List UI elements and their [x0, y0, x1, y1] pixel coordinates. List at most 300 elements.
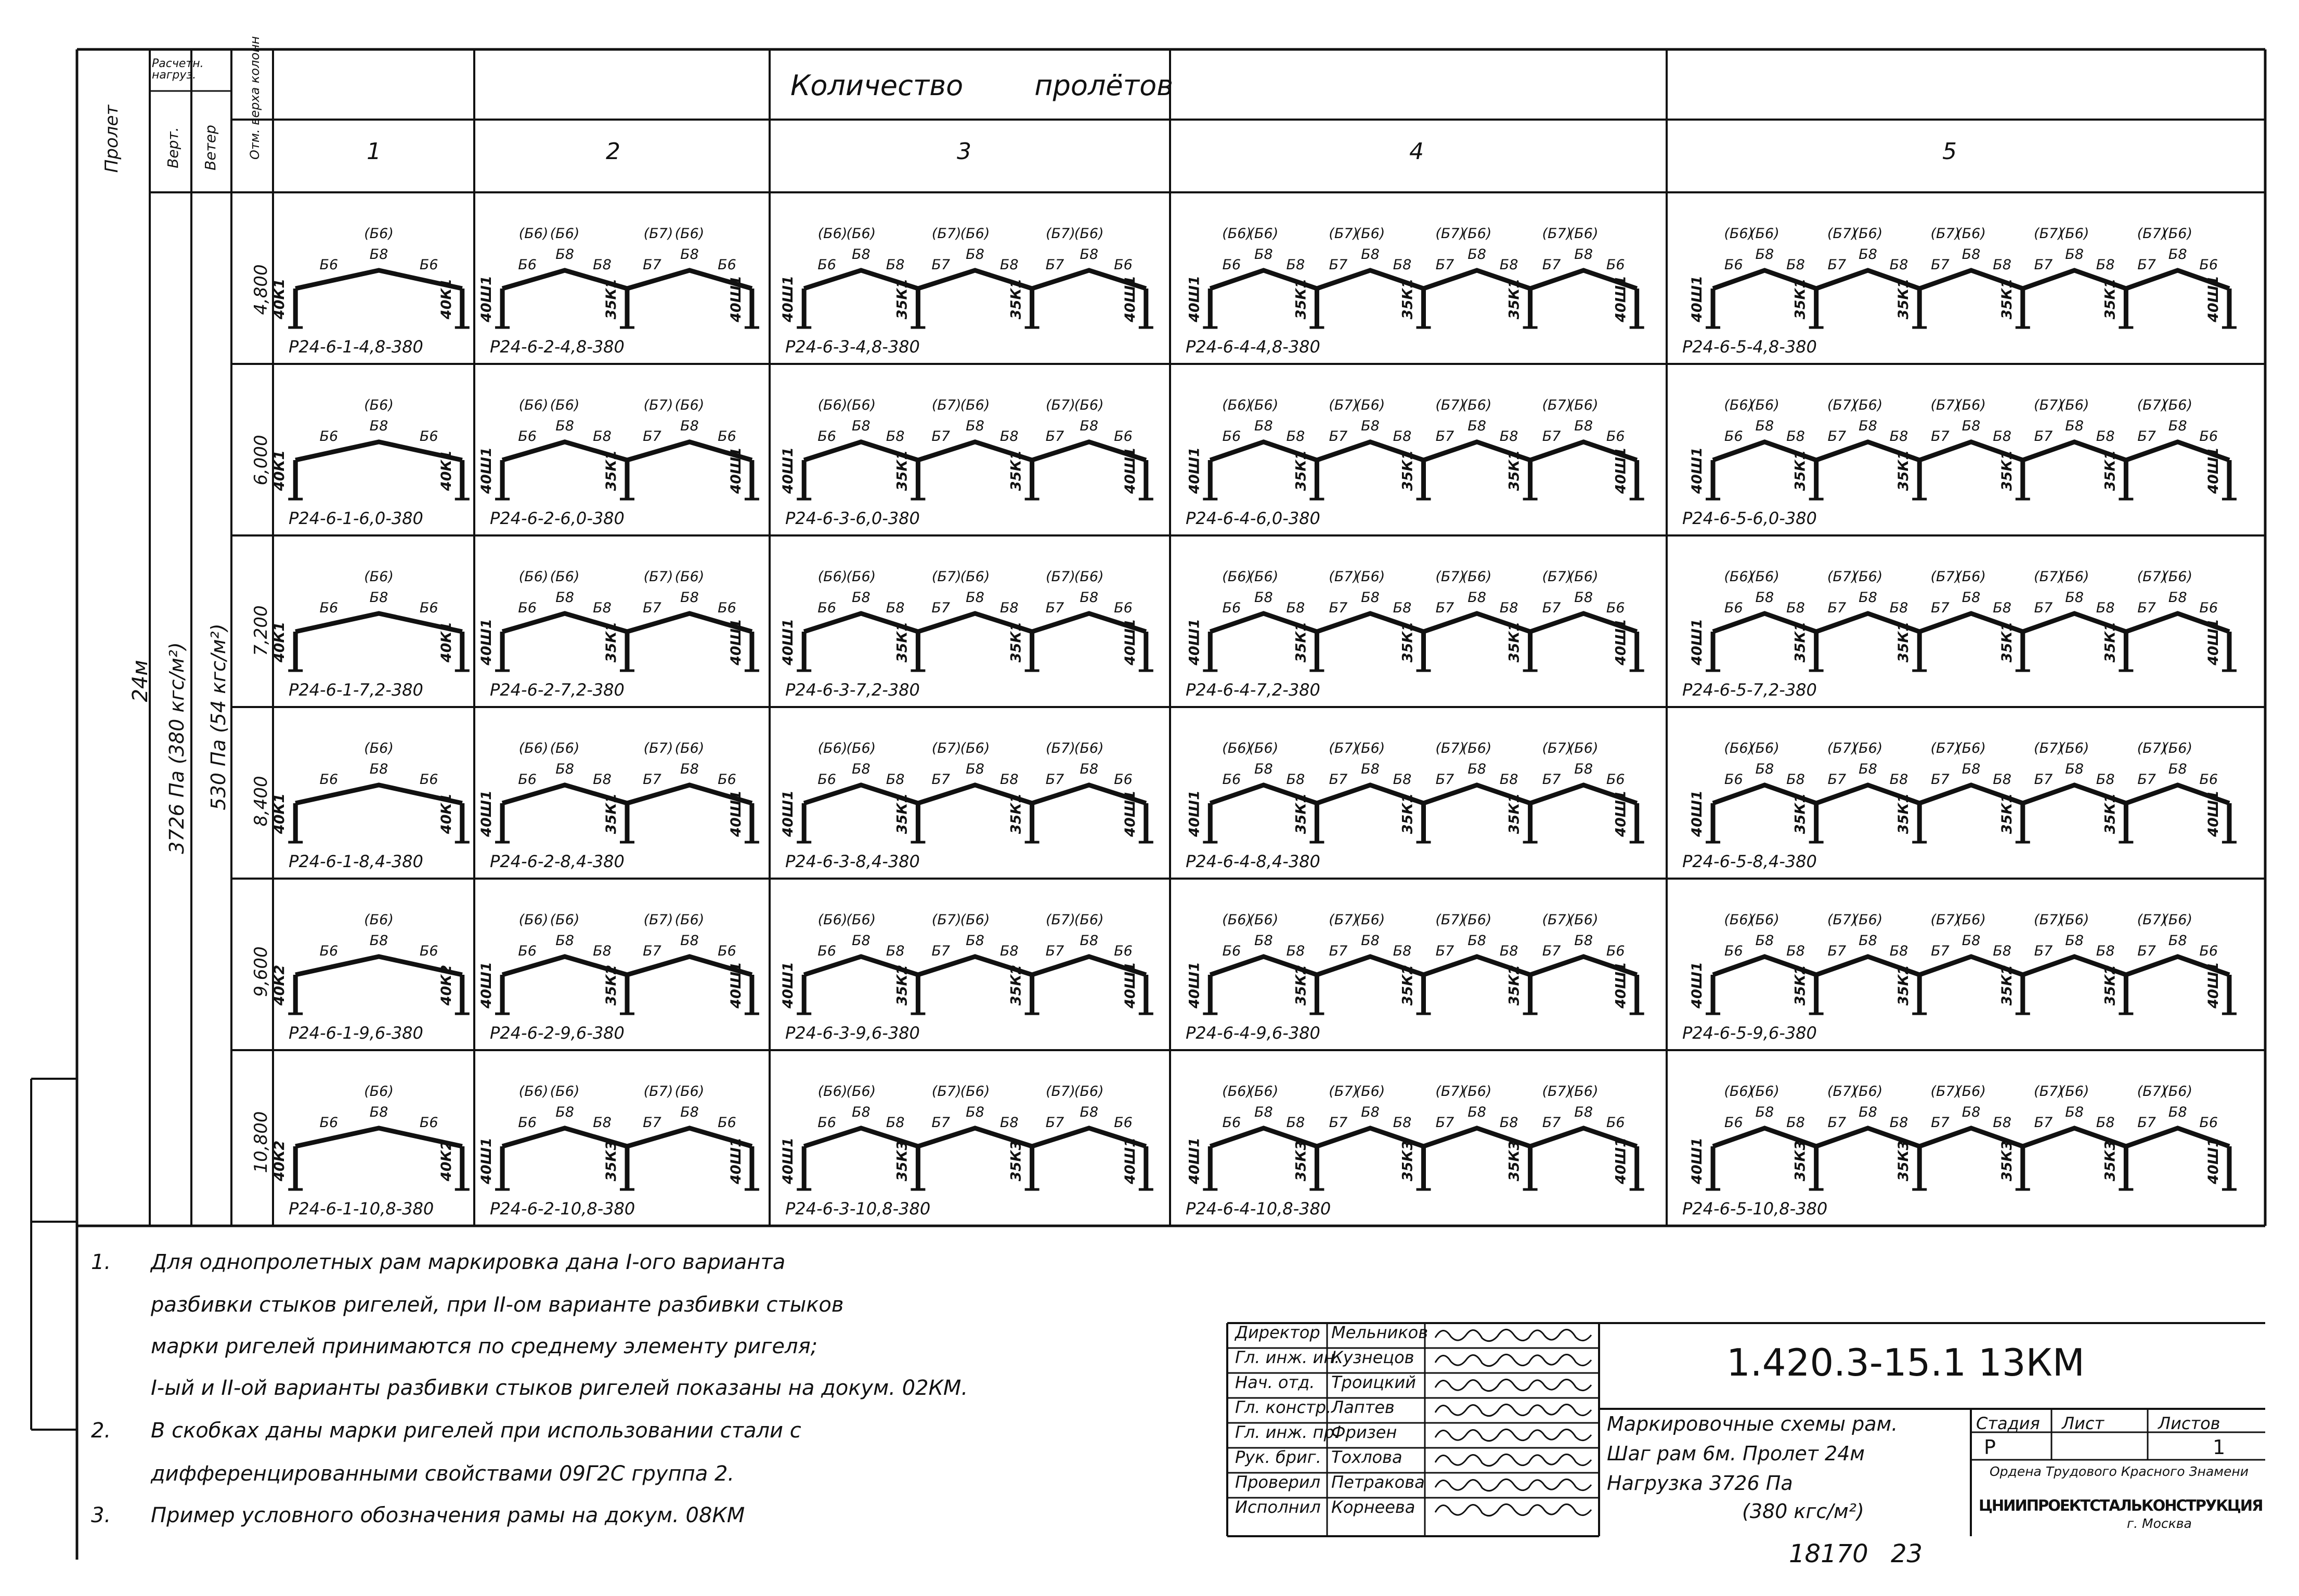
- column-label: 35К2: [1792, 964, 1809, 1006]
- beam-label: Б6: [2199, 428, 2218, 444]
- frame-mark: Р24-6-3-10,8-380: [785, 1199, 931, 1219]
- span-count-3: 3: [957, 138, 971, 165]
- beam-label: Б7: [1329, 943, 1348, 959]
- beam-label: Б8: [1467, 246, 1486, 263]
- beam-alt-label: (Б6): [1568, 912, 1599, 928]
- beam-alt-label: (Б6): [1249, 569, 1279, 585]
- column-label: 40Ш1: [1122, 1137, 1138, 1184]
- roof-beam: [295, 613, 462, 632]
- beam-label: Б8: [680, 933, 699, 949]
- column-label: 35К1: [1792, 793, 1809, 834]
- column-label: 35К1: [1792, 450, 1809, 491]
- beam-label: Б8: [1467, 933, 1486, 949]
- beam-alt-label: (Б7): [1046, 226, 1075, 242]
- beam-label: Б7: [931, 1115, 951, 1131]
- beam-alt-label: (Б6): [1462, 912, 1492, 928]
- beam-alt-label: (Б6): [1074, 569, 1104, 585]
- column-label: 35К2: [1008, 964, 1024, 1006]
- beam-alt-label: (Б7): [931, 226, 962, 242]
- beam-alt-label: (Б7): [931, 569, 962, 585]
- beam-label: Б8: [1962, 933, 1981, 949]
- beam-alt-label: (Б7): [1542, 912, 1572, 928]
- beam-alt-label: (Б6): [2059, 740, 2089, 756]
- beam-label: Б8: [999, 428, 1019, 444]
- beam-alt-label: (Б7): [643, 1083, 673, 1100]
- beam-alt-label: (Б6): [1355, 740, 1385, 756]
- beam-alt-label: (Б6): [1222, 740, 1252, 756]
- beam-label: Б7: [1827, 1115, 1847, 1131]
- beam-alt-label: (Б6): [364, 397, 394, 413]
- beam-label: Б8: [886, 600, 905, 616]
- column-label: 40Ш1: [1613, 619, 1629, 665]
- beam-alt-label: (Б6): [2059, 1083, 2089, 1100]
- column-label: 35К1: [1293, 450, 1309, 491]
- column-label: 40Ш1: [2205, 276, 2222, 322]
- beam-label: Б8: [1962, 246, 1981, 263]
- beam-label: Б8: [1962, 418, 1981, 434]
- beam-label: Б8: [1467, 1104, 1486, 1120]
- beam-label: Б6: [518, 600, 537, 616]
- staff-role-2: Гл. инж. ин.: [1235, 1348, 1340, 1367]
- beam-alt-label: (Б6): [817, 397, 848, 413]
- column-label: 35К2: [1895, 964, 1912, 1006]
- org-name: ЦНИИПРОЕКТСТАЛЬКОНСТРУКЦИЯ: [1979, 1497, 2263, 1514]
- beam-label: Б6: [817, 428, 836, 444]
- wind-load-value: 530 Па (54 кгс/м²): [207, 623, 230, 810]
- beam-label: Б8: [1859, 246, 1877, 263]
- beam-alt-label: (Б7): [1542, 397, 1572, 413]
- beam-alt-label: (Б6): [550, 226, 580, 242]
- beam-label: Б7: [643, 257, 661, 273]
- beam-alt-label: (Б7): [931, 912, 962, 928]
- beam-label: Б8: [1993, 771, 2011, 788]
- note-2-line-1: В скобках даны марки ригелей при использовании стали с: [151, 1419, 801, 1443]
- beam-label: Б8: [369, 418, 388, 434]
- beam-alt-label: (Б6): [1956, 740, 1986, 756]
- column-label: 35К1: [1895, 450, 1912, 491]
- beam-label: Б7: [1542, 943, 1561, 959]
- frame-mark: Р24-6-4-9,6-380: [1186, 1023, 1320, 1043]
- beam-label: Б8: [1286, 428, 1305, 444]
- project-label: Пролет: [101, 104, 122, 173]
- beam-label: Б7: [1931, 428, 1950, 444]
- span-count-2: 2: [606, 138, 620, 165]
- beam-alt-label: (Б7): [1046, 397, 1075, 413]
- column-label: 35К3: [1792, 1140, 1809, 1182]
- beam-label: Б7: [1045, 943, 1064, 959]
- note-3-num: 3.: [91, 1503, 111, 1527]
- signature: [1435, 1404, 1591, 1416]
- beam-label: Б6: [419, 428, 438, 444]
- column-label: 40Ш1: [1613, 790, 1629, 837]
- beam-alt-label: (Б6): [1074, 226, 1104, 242]
- column-label: 40Ш1: [780, 962, 797, 1009]
- beam-alt-label: (Б7): [1827, 569, 1857, 585]
- spans-title: Количество пролётов: [790, 69, 1173, 102]
- beam-label: Б7: [1542, 771, 1561, 788]
- beam-alt-label: (Б6): [960, 397, 990, 413]
- beam-alt-label: (Б7): [1930, 226, 1960, 242]
- sheets-label: Листов: [2158, 1414, 2220, 1433]
- beam-alt-label: (Б6): [1724, 397, 1754, 413]
- note-1-line-4: I-ый и II-ой варианты разбивки стыков ригелей показаны на докум. 02КМ.: [151, 1376, 968, 1400]
- beam-label: Б8: [1755, 761, 1774, 777]
- frame-mark: Р24-6-1-6,0-380: [289, 508, 423, 528]
- beam-label: Б8: [1393, 943, 1412, 959]
- column-label: 40Ш1: [1613, 962, 1629, 1009]
- height-row-6: 10,800: [251, 1111, 271, 1173]
- column-label: 40Ш1: [478, 790, 495, 837]
- beam-label: Б6: [1222, 771, 1241, 788]
- frame-mark: Р24-6-1-10,8-380: [289, 1199, 434, 1219]
- beam-alt-label: (Б7): [1827, 397, 1857, 413]
- frame-mark: Р24-6-1-9,6-380: [289, 1023, 423, 1043]
- column-label: 40Ш1: [1122, 619, 1138, 665]
- column-label: 40Ш1: [2205, 619, 2222, 665]
- beam-alt-label: (Б6): [2059, 397, 2089, 413]
- column-label: 35К1: [1399, 450, 1416, 491]
- beam-label: Б8: [1254, 1104, 1273, 1120]
- span-count-5: 5: [1942, 138, 1957, 165]
- beam-alt-label: (Б6): [846, 226, 876, 242]
- beam-alt-label: (Б7): [1329, 397, 1359, 413]
- beam-label: Б8: [1574, 418, 1593, 434]
- beam-label: Б8: [369, 590, 388, 606]
- column-label: 40Ш1: [478, 276, 495, 322]
- beam-label: Б7: [2137, 428, 2156, 444]
- column-label: 35К1: [1293, 621, 1309, 663]
- note-2-num: 2.: [91, 1419, 111, 1443]
- beam-alt-label: (Б6): [1853, 912, 1883, 928]
- beam-label: Б8: [1467, 761, 1486, 777]
- beam-label: Б7: [1435, 428, 1454, 444]
- beam-label: Б8: [999, 600, 1019, 616]
- beam-label: Б7: [2137, 943, 2156, 959]
- column-label: 35К2: [603, 964, 619, 1006]
- beam-alt-label: (Б6): [518, 912, 549, 928]
- beam-label: Б8: [1361, 761, 1380, 777]
- beam-label: Б7: [931, 428, 951, 444]
- beam-label: Б8: [1499, 771, 1518, 788]
- beam-label: Б8: [2168, 1104, 2187, 1120]
- beam-label: Б8: [1574, 933, 1593, 949]
- beam-alt-label: (Б7): [1930, 569, 1960, 585]
- beam-alt-label: (Б7): [2034, 1083, 2063, 1100]
- frame-mark: Р24-6-2-4,8-380: [490, 337, 625, 357]
- beam-label: Б6: [419, 600, 438, 616]
- roof-beam: [295, 1128, 462, 1146]
- beam-label: Б8: [1786, 257, 1805, 273]
- column-label: 40Ш1: [1186, 962, 1203, 1009]
- frame-mark: Р24-6-3-6,0-380: [785, 508, 920, 528]
- beam-alt-label: (Б6): [960, 912, 990, 928]
- beam-label: Б6: [419, 257, 438, 273]
- beam-label: Б8: [1755, 246, 1774, 263]
- column-label: 35К1: [1998, 278, 2015, 320]
- beam-alt-label: (Б7): [2137, 569, 2167, 585]
- beam-label: Б8: [1755, 418, 1774, 434]
- beam-alt-label: (Б6): [1568, 740, 1599, 756]
- column-label: 35К1: [1998, 450, 2015, 491]
- beam-alt-label: (Б6): [518, 1083, 549, 1100]
- beam-alt-label: (Б6): [1462, 226, 1492, 242]
- column-label: 35К1: [1792, 278, 1809, 320]
- beam-label: Б8: [1393, 257, 1412, 273]
- note-2-line-2: дифференцированными свойствами 09Г2С группа 2.: [151, 1462, 735, 1486]
- beam-label: Б8: [1254, 590, 1273, 606]
- beam-alt-label: (Б6): [674, 1083, 705, 1100]
- beam-label: Б8: [1786, 771, 1805, 788]
- beam-label: Б8: [1080, 933, 1099, 949]
- beam-label: Б6: [319, 257, 339, 273]
- beam-label: Б6: [419, 771, 438, 788]
- column-label: 40К1: [271, 450, 288, 491]
- beam-label: Б8: [1859, 933, 1877, 949]
- signature: [1435, 1504, 1591, 1515]
- beam-alt-label: (Б6): [846, 1083, 876, 1100]
- beam-label: Б8: [1786, 428, 1805, 444]
- column-label: 40К2: [271, 964, 288, 1006]
- column-label: 35К1: [1895, 278, 1912, 320]
- staff-role-4: Гл. констр.: [1235, 1397, 1332, 1417]
- beam-label: Б8: [555, 1104, 574, 1120]
- column-label: 35К1: [1506, 793, 1523, 834]
- column-label: 35К1: [603, 278, 619, 320]
- inventory-number: 18170 23: [1789, 1539, 1923, 1568]
- staff-role-5: Гл. инж. пр.: [1235, 1422, 1340, 1442]
- beam-alt-label: (Б6): [1222, 226, 1252, 242]
- beam-alt-label: (Б6): [960, 569, 990, 585]
- beam-label: Б8: [1889, 600, 1908, 616]
- beam-label: Б8: [1361, 1104, 1380, 1120]
- column-label: 40Ш1: [728, 790, 744, 837]
- column-label: 40Ш1: [1613, 1137, 1629, 1184]
- beam-alt-label: (Б6): [550, 397, 580, 413]
- beam-alt-label: (Б7): [1046, 569, 1075, 585]
- beam-label: Б8: [555, 761, 574, 777]
- beam-label: Б6: [1724, 771, 1743, 788]
- beam-alt-label: (Б6): [1749, 569, 1780, 585]
- beam-label: Б6: [817, 943, 836, 959]
- signature: [1435, 1354, 1591, 1366]
- beam-alt-label: (Б7): [2034, 569, 2063, 585]
- column-label: 35К2: [1506, 964, 1523, 1006]
- beam-alt-label: (Б7): [643, 397, 673, 413]
- beam-alt-label: (Б6): [2163, 740, 2193, 756]
- beam-alt-label: (Б6): [1749, 912, 1780, 928]
- beam-alt-label: (Б6): [2163, 569, 2193, 585]
- beam-label: Б8: [1393, 771, 1412, 788]
- beam-label: Б8: [1993, 600, 2011, 616]
- beam-alt-label: (Б6): [846, 740, 876, 756]
- beam-label: Б7: [1542, 257, 1561, 273]
- beam-alt-label: (Б6): [364, 912, 394, 928]
- column-label: 35К1: [1293, 793, 1309, 834]
- beam-label: Б8: [1889, 257, 1908, 273]
- beam-label: Б8: [593, 600, 612, 616]
- beam-label: Б8: [369, 761, 388, 777]
- column-label: 35К2: [1998, 964, 2015, 1006]
- beam-alt-label: (Б7): [643, 569, 673, 585]
- beam-label: Б7: [1045, 771, 1064, 788]
- staff-name-3: Троицкий: [1331, 1372, 1416, 1392]
- beam-alt-label: (Б6): [2163, 912, 2193, 928]
- beam-alt-label: (Б6): [1749, 397, 1780, 413]
- column-label: 35К1: [894, 278, 911, 320]
- column-label: 40Ш1: [780, 619, 797, 665]
- beam-label: Б8: [999, 1115, 1019, 1131]
- beam-label: Б8: [1499, 943, 1518, 959]
- beam-label: Б6: [518, 257, 537, 273]
- roof-beam: [295, 785, 462, 803]
- beam-label: Б7: [1827, 257, 1847, 273]
- beam-label: Б8: [1993, 1115, 2011, 1131]
- beam-label: Б8: [2065, 933, 2084, 949]
- beam-label: Б8: [1467, 590, 1486, 606]
- beam-label: Б7: [643, 771, 661, 788]
- beam-label: Б7: [2137, 771, 2156, 788]
- frame-mark: Р24-6-4-10,8-380: [1186, 1199, 1331, 1219]
- beam-label: Б8: [966, 933, 984, 949]
- column-label: 40Ш1: [478, 962, 495, 1009]
- signature: [1435, 1429, 1591, 1441]
- column-label: 40Ш1: [1122, 790, 1138, 837]
- beam-label: Б8: [1755, 590, 1774, 606]
- beam-label: Б6: [319, 428, 339, 444]
- beam-label: Б6: [2199, 771, 2218, 788]
- beam-label: Б6: [718, 943, 736, 959]
- beam-label: Б7: [1931, 771, 1950, 788]
- column-label: 35К1: [603, 450, 619, 491]
- column-label: 40К1: [438, 278, 454, 320]
- beam-label: Б8: [2065, 761, 2084, 777]
- beam-label: Б7: [1931, 1115, 1950, 1131]
- beam-label: Б7: [1045, 428, 1064, 444]
- frame-mark: Р24-6-1-7,2-380: [289, 680, 423, 700]
- beam-alt-label: (Б6): [1956, 226, 1986, 242]
- vertical-load-value: 3726 Па (380 кгс/м²): [165, 642, 188, 854]
- vert-label: Верт.: [164, 127, 181, 168]
- beam-label: Б8: [680, 590, 699, 606]
- column-label: 40Ш1: [1186, 790, 1203, 837]
- beam-alt-label: (Б6): [2163, 226, 2193, 242]
- calc-load-label: Расчетн. нагруз.: [152, 57, 204, 82]
- beam-label: Б7: [1542, 600, 1561, 616]
- beam-alt-label: (Б7): [2137, 912, 2167, 928]
- beam-label: Б8: [1286, 1115, 1305, 1131]
- beam-label: Б8: [1286, 771, 1305, 788]
- beam-alt-label: (Б6): [1249, 1083, 1279, 1100]
- beam-label: Б8: [369, 246, 388, 263]
- beam-alt-label: (Б6): [1249, 912, 1279, 928]
- beam-label: Б8: [680, 761, 699, 777]
- beam-alt-label: (Б6): [2163, 397, 2193, 413]
- beam-label: Б8: [2168, 761, 2187, 777]
- beam-alt-label: (Б7): [931, 1083, 962, 1100]
- beam-alt-label: (Б6): [817, 569, 848, 585]
- beam-label: Б8: [593, 1115, 612, 1131]
- beam-label: Б7: [643, 600, 661, 616]
- beam-label: Б6: [1114, 943, 1133, 959]
- beam-label: Б8: [1080, 590, 1099, 606]
- beam-label: Б8: [2096, 943, 2115, 959]
- roof-beam: [295, 270, 462, 289]
- height-row-2: 6,000: [251, 435, 271, 486]
- beam-alt-label: (Б7): [2034, 912, 2063, 928]
- beam-alt-label: (Б7): [2034, 740, 2063, 756]
- beam-label: Б8: [999, 257, 1019, 273]
- beam-label: Б6: [817, 257, 836, 273]
- frame-mark: Р24-6-3-8,4-380: [785, 852, 920, 871]
- span-count-1: 1: [367, 138, 381, 165]
- beam-label: Б6: [1724, 428, 1743, 444]
- beam-alt-label: (Б6): [550, 1083, 580, 1100]
- beam-alt-label: (Б6): [2059, 912, 2089, 928]
- beam-label: Б8: [1962, 1104, 1981, 1120]
- description-line-2: Шаг рам 6м. Пролет 24м: [1607, 1442, 1865, 1465]
- column-label: 35К1: [1506, 278, 1523, 320]
- beam-alt-label: (Б7): [1329, 1083, 1359, 1100]
- staff-name-7: Петракова: [1331, 1472, 1425, 1492]
- beam-alt-label: (Б6): [817, 912, 848, 928]
- beam-alt-label: (Б7): [1046, 912, 1075, 928]
- beam-alt-label: (Б7): [2137, 1083, 2167, 1100]
- beam-alt-label: (Б6): [1355, 1083, 1385, 1100]
- beam-alt-label: (Б7): [1046, 740, 1075, 756]
- column-label: 40Ш1: [728, 447, 744, 494]
- beam-label: Б7: [643, 943, 661, 959]
- beam-alt-label: (Б6): [2163, 1083, 2193, 1100]
- signature: [1435, 1379, 1591, 1391]
- beam-label: Б7: [931, 943, 951, 959]
- beam-alt-label: (Б6): [1724, 912, 1754, 928]
- beam-label: Б8: [1859, 761, 1877, 777]
- beam-label: Б8: [1393, 1115, 1412, 1131]
- beam-label: Б8: [1286, 943, 1305, 959]
- column-label: 35К3: [1998, 1140, 2015, 1182]
- column-label: 40Ш1: [1186, 1137, 1203, 1184]
- beam-alt-label: (Б6): [817, 1083, 848, 1100]
- beam-alt-label: (Б6): [1074, 1083, 1104, 1100]
- column-label: 40Ш1: [2205, 447, 2222, 494]
- column-label: 40К2: [438, 1140, 454, 1182]
- beam-label: Б7: [1827, 771, 1847, 788]
- beam-label: Б8: [1889, 943, 1908, 959]
- beam-label: Б8: [966, 590, 984, 606]
- beam-label: Б7: [1329, 600, 1348, 616]
- frame-mark: Р24-6-5-10,8-380: [1682, 1199, 1828, 1219]
- wind-label: Ветер: [202, 125, 219, 171]
- column-label: 35К2: [1399, 964, 1416, 1006]
- beam-alt-label: (Б6): [1568, 569, 1599, 585]
- frame-mark: Р24-6-3-4,8-380: [785, 337, 920, 357]
- column-label: 40Ш1: [2205, 962, 2222, 1009]
- staff-role-7: Проверил: [1235, 1472, 1321, 1492]
- frame-mark: Р24-6-2-7,2-380: [490, 680, 625, 700]
- beam-label: Б8: [1962, 761, 1981, 777]
- beam-alt-label: (Б7): [1542, 569, 1572, 585]
- frame-mark: Р24-6-3-9,6-380: [785, 1023, 920, 1043]
- beam-label: Б6: [718, 1115, 736, 1131]
- beam-label: Б6: [817, 771, 836, 788]
- column-label: 40Ш1: [780, 447, 797, 494]
- beam-alt-label: (Б7): [1435, 569, 1465, 585]
- beam-alt-label: (Б6): [1853, 226, 1883, 242]
- beam-label: Б8: [593, 771, 612, 788]
- beam-label: Б8: [2168, 590, 2187, 606]
- column-label: 40К1: [271, 278, 288, 320]
- beam-label: Б7: [643, 1115, 661, 1131]
